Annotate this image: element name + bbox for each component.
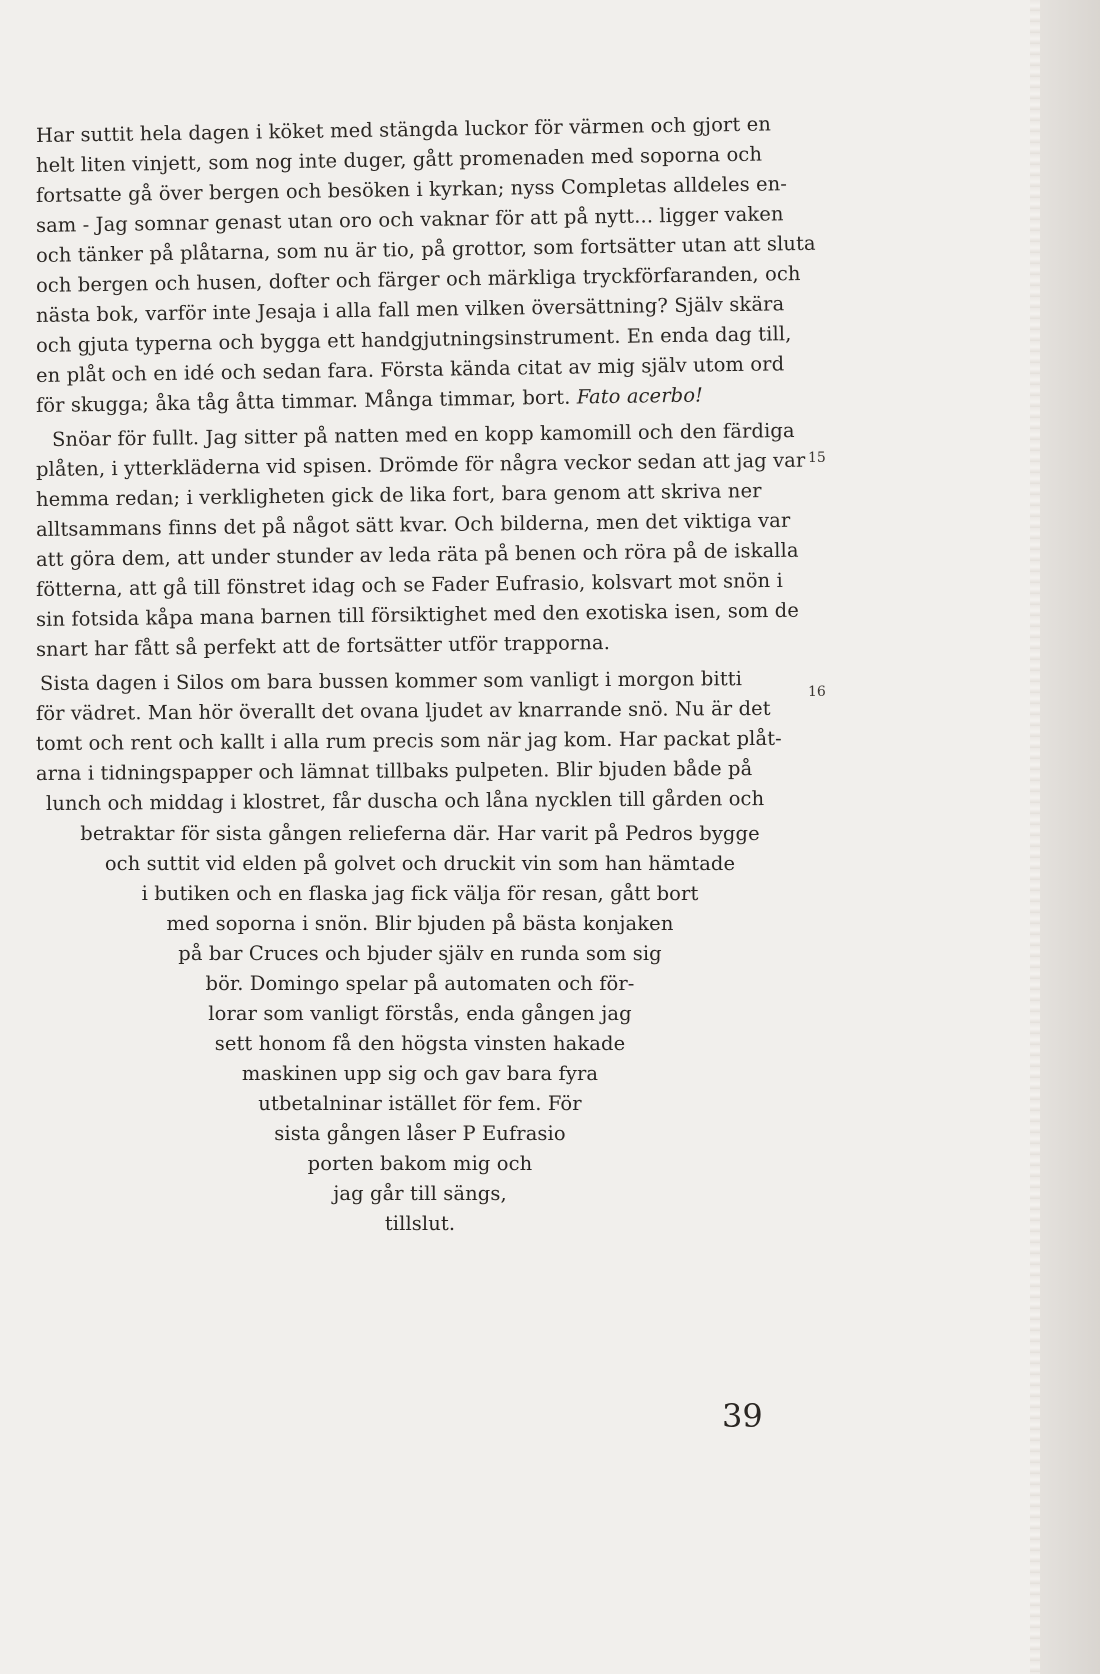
text-line-centered: på bar Cruces och bjuder själv en runda som sig xyxy=(178,942,662,965)
text-line-centered: med soporna i snön. Blir bjuden på bästa konjaken xyxy=(166,912,674,935)
page-number: 39 xyxy=(722,1397,763,1435)
text-line-centered: lorar som vanligt förstås, enda gången jag xyxy=(208,1002,632,1025)
text-line: tomt och rent och kallt i alla rum precis som när jag kom. Har packat plåt- xyxy=(35,726,782,755)
text-line: sin fotsida kåpa mana barnen till försiktighet med den exotiska isen, som de xyxy=(35,598,800,631)
text-line-centered: betraktar för sista gången relieferna där. Har varit på Pedros bygge xyxy=(80,822,760,845)
text-line-centered: utbetalninar istället för fem. För xyxy=(258,1092,582,1115)
text-line: helt liten vinjett, som nog inte duger, gått promenaden med soporna och xyxy=(35,142,763,177)
margin-marker: 15 xyxy=(808,450,826,466)
text-line: arna i tidningspapper och lämnat tillbaks pulpeten. Blir bjuden både på xyxy=(35,756,753,785)
text-line: lunch och middag i klostret, får duscha och låna nycklen till gården och xyxy=(45,786,765,815)
text-line: för vädret. Man hör överallt det ovana ljudet av knarrande snö. Nu är det xyxy=(35,696,771,725)
text-line: sam - Jag somnar genast utan oro och vaknar för att på nytt... ligger vaken xyxy=(35,202,784,237)
text-line: fortsatte gå över bergen och besöken i kyrkan; nyss Completas alldeles en- xyxy=(35,172,788,207)
text-line-centered: jag går till sängs, xyxy=(333,1182,507,1205)
text-line-centered: i butiken och en flaska jag fick välja för resan, gått bort xyxy=(141,882,699,905)
text-line-centered: maskinen upp sig och gav bara fyra xyxy=(241,1062,599,1085)
text-line: och bergen och husen, dofter och färger och märkliga tryckförfaranden, och xyxy=(35,261,801,297)
text-line-with-italic xyxy=(36,384,703,418)
text-line-centered: porten bakom mig och xyxy=(307,1152,533,1175)
text-line-centered: tillslut. xyxy=(384,1212,456,1235)
margin-marker: 16 xyxy=(808,684,826,700)
text-line: hemma redan; i verkligheten gick de lika fort, bara genom att skriva ner xyxy=(35,479,762,511)
italic-phrase: Fato acerbo! xyxy=(576,383,704,409)
text-line: och tänker på plåtarna, som nu är tio, på grottor, som fortsätter utan att sluta xyxy=(35,231,816,267)
text-line: plåten, i ytterkläderna vid spisen. Drömde för några veckor sedan att jag var xyxy=(35,448,806,481)
text-line: alltsammans finns det på något sätt kvar. Och bilderna, men det viktiga var xyxy=(35,508,791,541)
text-run: för skugga; åka tåg åtta timmar. Många timmar, bort. xyxy=(35,385,571,417)
text-line-centered: bör. Domingo spelar på automaten och för- xyxy=(205,972,635,995)
text-line-centered: och suttit vid elden på golvet och druckit vin som han hämtade xyxy=(104,852,736,875)
text-line: Snöar för fullt. Jag sitter på natten med en kopp kamomill och den färdiga xyxy=(51,418,795,451)
text-line: Har suttit hela dagen i köket med stängda luckor för värmen och gjort en xyxy=(35,112,772,147)
underlying-page xyxy=(1030,0,1100,1674)
text-line: fötterna, att gå till fönstret idag och se Fader Eufrasio, kolsvart mot snön i xyxy=(35,568,784,601)
text-line: nästa bok, varför inte Jesaja i alla fall men vilken översättning? Själv skära xyxy=(35,292,785,327)
text-line-centered: sista gången låser P Eufrasio xyxy=(274,1122,566,1145)
text-line: att göra dem, att under stunder av leda räta på benen och röra på de iskalla xyxy=(35,538,799,571)
text-line: en plåt och en idé och sedan fara. Första kända citat av mig själv utom ord xyxy=(35,352,785,387)
text-line: snart har fått så perfekt att de fortsätter utför trapporna. xyxy=(35,630,611,661)
text-line: och gjuta typerna och bygga ett handgjutningsinstrument. En enda dag till, xyxy=(35,322,792,357)
text-line: Sista dagen i Silos om bara bussen kommer som vanligt i morgon bitti xyxy=(39,667,743,695)
text-line-centered: sett honom få den högsta vinsten hakade xyxy=(214,1032,626,1055)
